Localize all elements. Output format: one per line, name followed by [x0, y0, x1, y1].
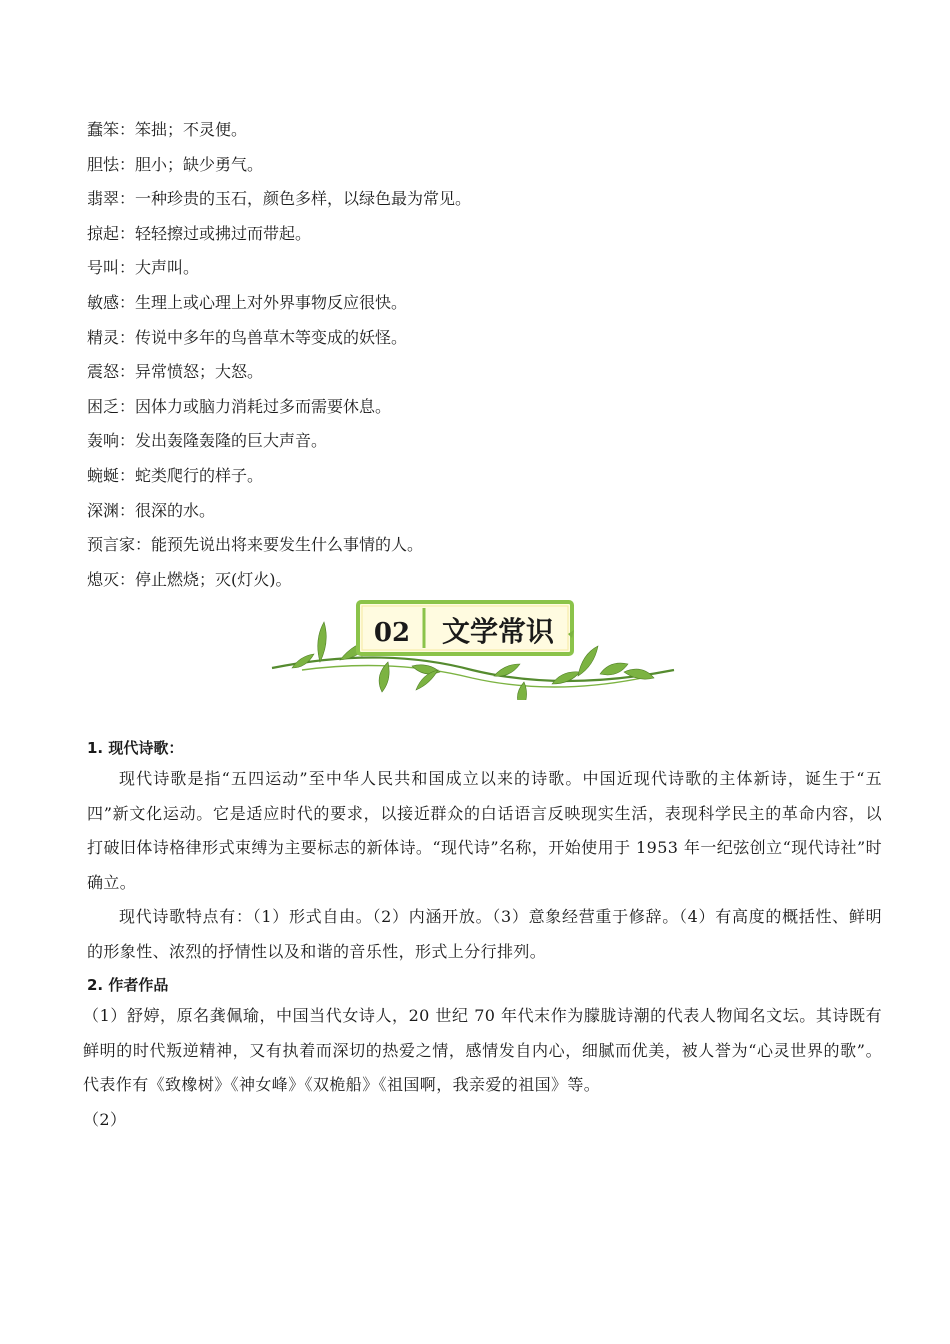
banner-number: 02: [373, 618, 411, 648]
paragraph: （1）舒婷，原名龚佩瑜，中国当代女诗人，20 世纪 70 年代末作为朦胧诗潮的代表人物闻名文坛。其诗既有鲜明的时代叛逆精神，又有执着而深切的热爱之情，感情发自内心，细腻而优美，被人誉为“心灵世界的歌”。代表作有《致橡树》《神女峰》《双桅船》《祖国啊，我亲爱的祖国》等。: [83, 1006, 882, 1094]
paragraph: 现代诗歌特点有：（1）形式自由。（2）内涵开放。（3）意象经营重于修辞。（4）有高度的概括性、鲜明的形象性、浓烈的抒情性以及和谐的音乐性，形式上分行排列。: [87, 907, 882, 961]
vocab-entry: 深渊：很深的水。: [87, 500, 216, 520]
banner-title: 文学常识: [441, 615, 555, 648]
vocab-entry: 翡翠：一种珍贵的玉石，颜色多样，以绿色最为常见。: [87, 189, 472, 209]
vocab-entry: 预言家：能预先说出将来要发生什么事情的人。: [87, 535, 424, 555]
vocab-entry: 精灵：传说中多年的鸟兽草木等变成的妖怪。: [87, 327, 408, 347]
literature-knowledge: [83, 734, 882, 1137]
vocab-entry: 胆怯：胆小；缺少勇气。: [87, 154, 264, 174]
paragraph: （2）: [83, 1109, 127, 1129]
vocab-entry: 蜿蜒：蛇类爬行的样子。: [87, 465, 264, 485]
vocab-entry: 困乏：因体力或脑力消耗过多而需要休息。: [87, 396, 392, 416]
section-heading: 1. 现代诗歌：: [87, 739, 184, 757]
vocab-entry: 号叫：大声叫。: [87, 258, 200, 278]
vocab-entry: 震怒：异常愤怒；大怒。: [87, 362, 264, 382]
vocabulary-list: [87, 116, 887, 600]
section-banner: [262, 596, 682, 700]
vocab-entry: 掠起：轻轻擦过或拂过而带起。: [87, 223, 312, 243]
paragraph: 现代诗歌是指“五四运动”至中华人民共和国成立以来的诗歌。中国近现代诗歌的主体新诗，诞生于“五四”新文化运动。它是适应时代的要求，以接近群众的白话语言反映现实生活，表现科学民主的革命内容，以打破旧体诗格律形式束缚为主要标志的新体诗。“现代诗”名称，开始使用于 1953 年一纪弦创立“现代诗社”时确立。: [87, 769, 882, 892]
section-heading: 2. 作者作品: [87, 976, 169, 994]
vocab-entry: 熄灭：停止燃烧；灭(灯火)。: [87, 569, 292, 589]
vocab-entry: 轰响：发出轰隆轰隆的巨大声音。: [87, 431, 328, 451]
vocab-entry: 蠢笨：笨拙；不灵便。: [87, 120, 248, 139]
vocab-entry: 敏感：生理上或心理上对外界事物反应很快。: [87, 292, 408, 312]
